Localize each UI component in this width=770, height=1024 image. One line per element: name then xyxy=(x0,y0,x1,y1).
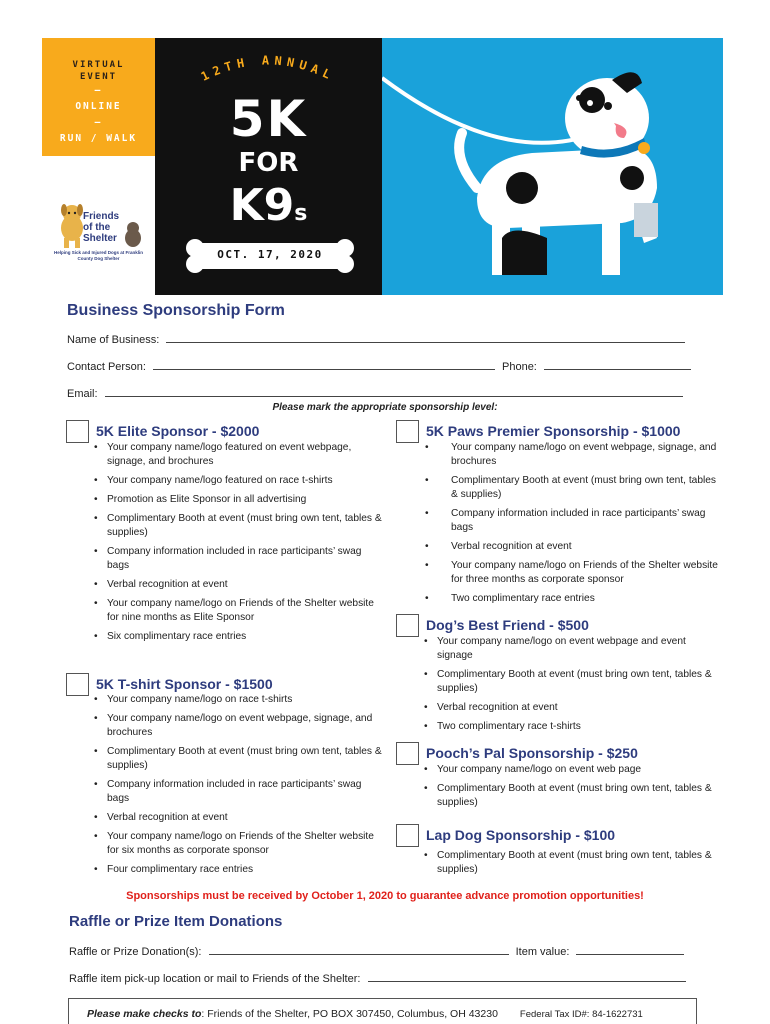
mailing-address: : Friends of the Shelter, PO BOX 307450, Columbus, OH 43230 xyxy=(201,1008,498,1020)
tshirt-title: 5K T-shirt Sponsor - $1500 xyxy=(96,676,273,692)
business-name-row: Name of Business: xyxy=(67,333,685,346)
annual-arc-text xyxy=(155,38,382,98)
list-item: • Company information included in race participants’ swag bags xyxy=(423,507,723,535)
phone-field[interactable] xyxy=(544,360,691,370)
list-item: • Two complimentary race entries xyxy=(423,592,723,606)
list-item: • Complimentary Booth at event (must bring own tent, tables & supplies) xyxy=(423,668,723,696)
event-title-panel xyxy=(155,38,382,295)
dash-2: – xyxy=(94,117,103,128)
dogs-best-title: Dog’s Best Friend - $500 xyxy=(426,617,589,633)
list-item: • Six complimentary race entries xyxy=(93,630,383,644)
tax-id: Federal Tax ID#: 84-1622731 xyxy=(519,1009,643,1020)
title-k9: K9s xyxy=(229,180,308,231)
title-5k: 5K xyxy=(229,90,308,148)
list-item: • Complimentary Booth at event (must bring own tent, tables & supplies) xyxy=(423,474,723,502)
pooch-checkbox[interactable] xyxy=(396,742,419,765)
lapdog-benefits xyxy=(423,849,723,882)
email-row: Email: xyxy=(67,387,683,400)
logo-tagline: Helping Sick and Injured Dogs at Franklin County Dog Shelter xyxy=(53,250,143,261)
list-item: • Your company name/logo featured on event webpage, signage, and brochures xyxy=(93,441,383,469)
tshirt-checkbox[interactable] xyxy=(66,673,89,696)
list-item: • Your company name/logo on event webpage, signage, and brochures xyxy=(93,712,383,740)
elite-title: 5K Elite Sponsor - $2000 xyxy=(96,423,260,439)
event-banner xyxy=(42,38,723,295)
list-item: • Complimentary Booth at event (must bring own tent, tables & supplies) xyxy=(93,745,383,773)
elite-checkbox[interactable] xyxy=(66,420,89,443)
pooch-title: Pooch’s Pal Sponsorship - $250 xyxy=(426,745,638,761)
list-item: • Your company name/logo on event webpage and event signage xyxy=(423,635,723,663)
list-item: • Your company name/logo on Friends of the Shelter website for nine months as Elite Sponsor xyxy=(93,597,383,625)
item-value-field[interactable] xyxy=(576,945,684,955)
raffle-donation-row: Raffle or Prize Donation(s): Item value: xyxy=(69,945,684,958)
dog-illustration xyxy=(382,38,723,295)
list-item: • Two complimentary race t-shirts xyxy=(423,720,723,734)
list-item: • Company information included in race participants’ swag bags xyxy=(93,778,383,806)
lapdog-title: Lap Dog Sponsorship - $100 xyxy=(426,827,616,843)
spotted-dog-icon xyxy=(382,38,723,295)
pickup-location-field[interactable] xyxy=(368,972,686,982)
checks-lead: Please make checks to xyxy=(87,1008,202,1020)
online-text: ONLINE xyxy=(75,101,122,112)
run-walk-text: RUN / WALK xyxy=(59,133,138,144)
list-item: • Complimentary Booth at event (must bring own tent, tables & supplies) xyxy=(93,512,383,540)
list-item: • Promotion as Elite Sponsor in all advertising xyxy=(93,493,383,507)
list-item: • Company information included in race participants’ swag bags xyxy=(93,545,383,573)
email-field[interactable] xyxy=(105,387,683,397)
list-item: • Your company name/logo on Friends of the Shelter website for three months as corporate sponsor xyxy=(423,559,723,587)
dash-1: – xyxy=(94,85,103,96)
list-item: • Your company name/logo on event web page xyxy=(423,763,723,777)
elite-benefits xyxy=(93,441,383,649)
list-item: • Four complimentary race entries xyxy=(93,863,383,877)
title-for: FOR xyxy=(238,148,299,178)
svg-text:12TH ANNUAL: 12TH ANNUAL xyxy=(198,53,338,84)
pooch-benefits xyxy=(423,763,723,815)
sponsorship-instruction: Please mark the appropriate sponsorship level: xyxy=(272,402,498,413)
tshirt-benefits xyxy=(93,693,383,882)
list-item: • Verbal recognition at event xyxy=(423,701,723,715)
list-item: • Complimentary Booth at event (must bring own tent, tables & supplies) xyxy=(423,849,723,877)
contact-row: Contact Person: Phone: xyxy=(67,360,691,373)
contact-person-field[interactable] xyxy=(153,360,495,370)
friends-logo xyxy=(42,156,155,295)
list-item: • Your company name/logo on Friends of the Shelter website for six months as corporate sponsor xyxy=(93,830,383,858)
event-text: EVENT xyxy=(79,72,118,82)
paws-checkbox[interactable] xyxy=(396,420,419,443)
event-date: OCT. 17, 2020 xyxy=(217,248,323,261)
dogs-best-benefits xyxy=(423,635,723,739)
list-item: • Verbal recognition at event xyxy=(93,578,383,592)
virtual-text: VIRTUAL xyxy=(72,60,125,70)
lapdog-checkbox[interactable] xyxy=(396,824,419,847)
list-item: • Your company name/logo on event webpage, signage, and brochures xyxy=(423,441,723,469)
payment-info xyxy=(68,998,697,1024)
list-item: • Complimentary Booth at event (must bring own tent, tables & supplies) xyxy=(423,782,723,810)
deadline-notice: Sponsorships must be received by October 1, 2020 to guarantee advance promotion opportunities! xyxy=(126,890,644,902)
paws-benefits xyxy=(423,441,723,611)
list-item: • Your company name/logo on race t-shirts xyxy=(93,693,383,707)
raffle-donation-field[interactable] xyxy=(209,945,509,955)
list-item: • Verbal recognition at event xyxy=(423,540,723,554)
event-format-panel xyxy=(42,38,155,156)
list-item: • Your company name/logo featured on race t-shirts xyxy=(93,474,383,488)
list-item: • Verbal recognition at event xyxy=(93,811,383,825)
business-name-field[interactable] xyxy=(166,333,685,343)
raffle-title: Raffle or Prize Item Donations xyxy=(69,913,283,930)
paws-title: 5K Paws Premier Sponsorship - $1000 xyxy=(426,423,681,439)
raffle-pickup-row: Raffle item pick-up location or mail to Friends of the Shelter: xyxy=(69,972,686,985)
form-title: Business Sponsorship Form xyxy=(67,302,285,319)
logo-name: Friends of the Shelter xyxy=(83,211,120,244)
dogs-best-checkbox[interactable] xyxy=(396,614,419,637)
